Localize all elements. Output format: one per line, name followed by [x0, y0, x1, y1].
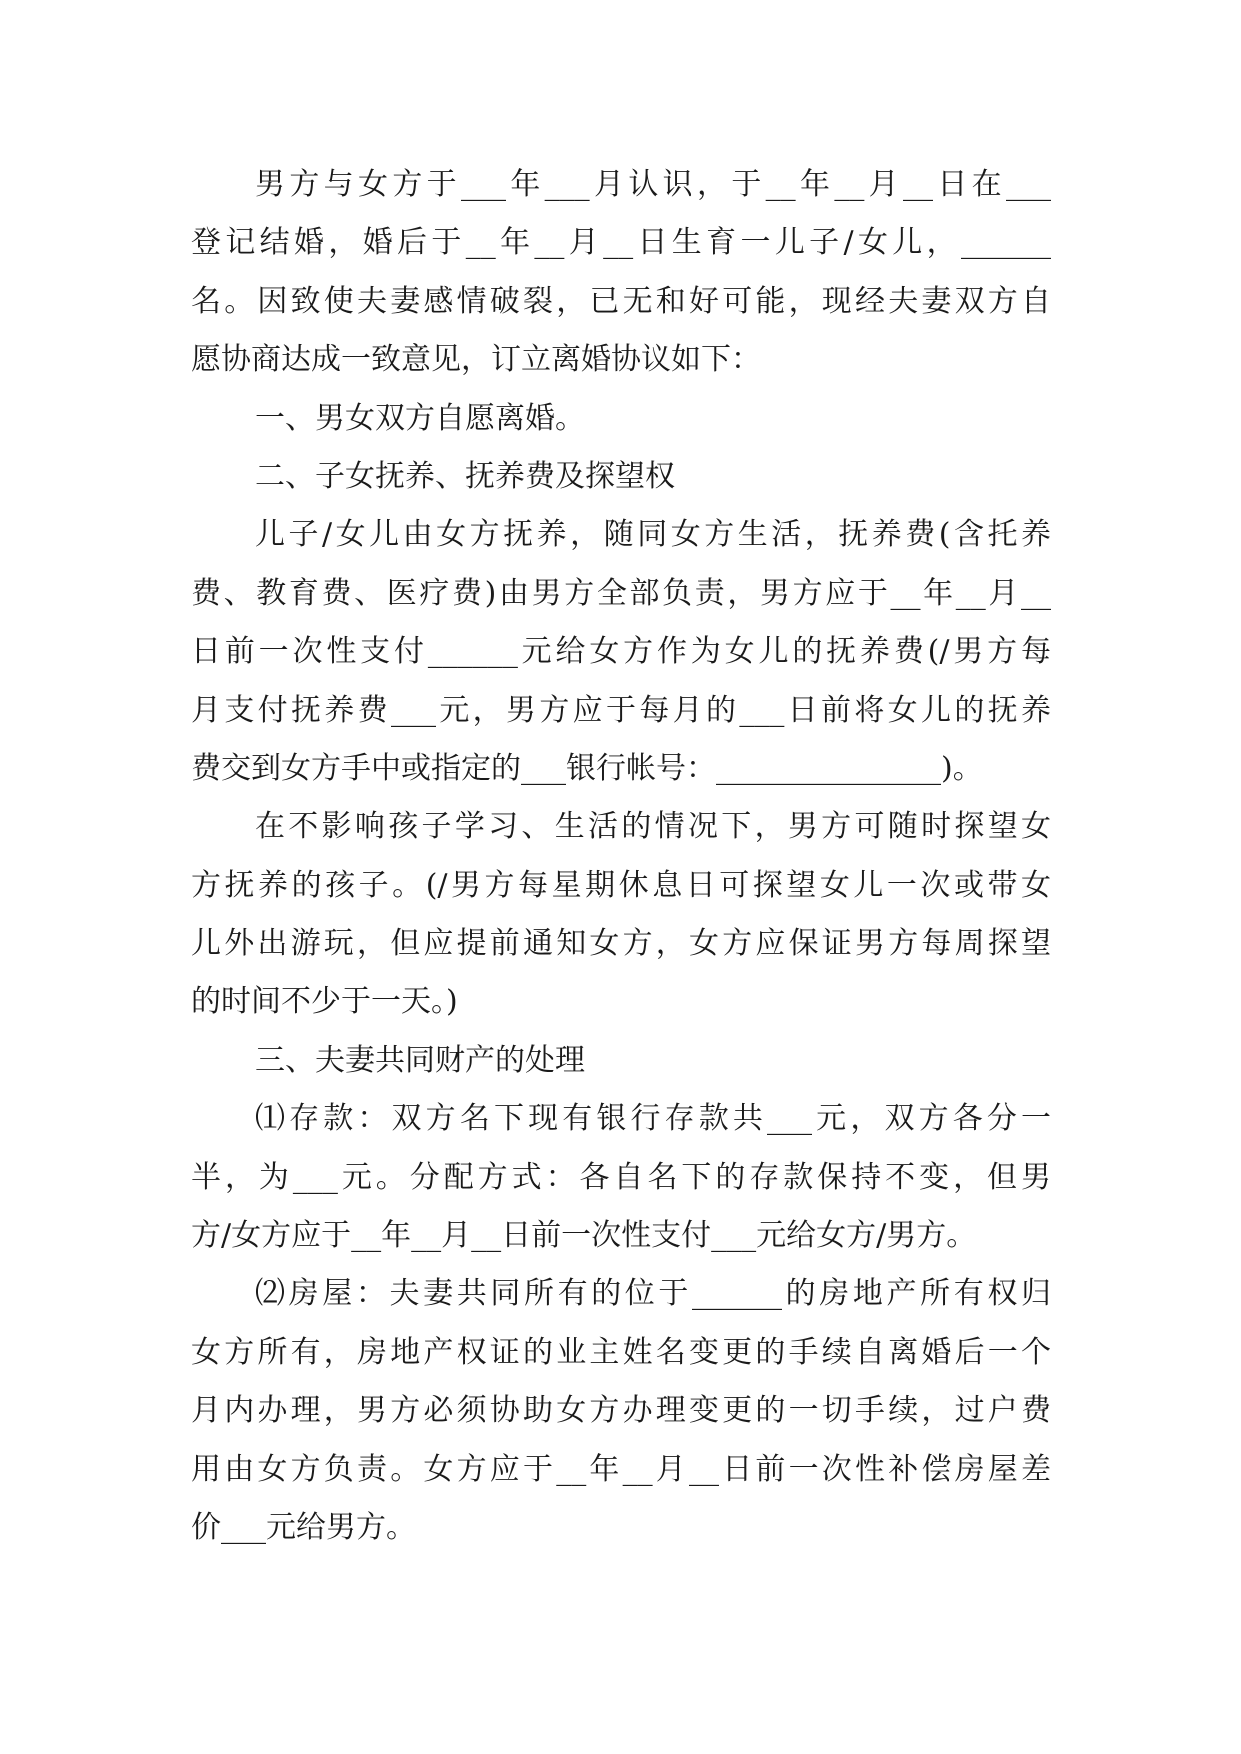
deposit-line-2: 半，为___元。分配方式：各自名下的存款保持不变，但男 [191, 1159, 1051, 1195]
agreement-text [191, 156, 1051, 1557]
clause-1-heading: 一、男女双方自愿离婚。 [255, 400, 585, 436]
custody-line-1: 儿子/女儿由女方抚养，随同女方生活，抚养费(含托养 [255, 517, 1051, 553]
visitation-line-1: 在不影响孩子学习、生活的情况下，男方可随时探望女 [255, 809, 1051, 845]
custody-line-4: 月支付抚养费___元，男方应于每月的___日前将女儿的抚养 [191, 692, 1051, 728]
clause-3-heading: 三、夫妻共同财产的处理 [255, 1042, 585, 1078]
house-line-5: 价___元给男方。 [191, 1509, 416, 1545]
clause-2-heading: 二、子女抚养、抚养费及探望权 [255, 458, 675, 494]
house-line-3: 月内办理，男方必须协助女方办理变更的一切手续，过户费 [191, 1393, 1051, 1429]
custody-line-5: 费交到女方手中或指定的___银行帐号：_______________)。 [191, 750, 983, 786]
visitation-line-4: 的时间不少于一天。) [191, 984, 458, 1020]
custody-line-3: 日前一次性支付______元给女方作为女儿的抚养费(/男方每 [191, 634, 1051, 670]
deposit-line-3: 方/女方应于__年__月__日前一次性支付___元给女方/男方。 [191, 1218, 977, 1254]
paragraph-intro-line-2: 登记结婚，婚后于__年__月__日生育一儿子/女儿，______ [191, 225, 1051, 261]
house-line-1: ⑵房屋：夫妻共同所有的位于______的房地产所有权归 [255, 1276, 1051, 1312]
visitation-line-2: 方抚养的孩子。(/男方每星期休息日可探望女儿一次或带女 [191, 867, 1051, 903]
paragraph-intro-line-3: 名。因致使夫妻感情破裂，已无和好可能，现经夫妻双方自 [191, 283, 1051, 319]
paragraph-intro-line-4: 愿协商达成一致意见，订立离婚协议如下： [191, 342, 761, 378]
custody-line-2: 费、教育费、医疗费)由男方全部负责，男方应于__年__月__ [191, 575, 1051, 611]
house-line-2: 女方所有，房地产权证的业主姓名变更的手续自离婚后一个 [191, 1334, 1051, 1370]
paragraph-intro-line-1: 男方与女方于___年___月认识，于__年__月__日在___ [255, 167, 1051, 202]
visitation-line-3: 儿外出游玩，但应提前通知女方，女方应保证男方每周探望 [191, 926, 1051, 962]
house-line-4: 用由女方负责。女方应于__年__月__日前一次性补偿房屋差 [191, 1451, 1051, 1487]
deposit-line-1: ⑴存款：双方名下现有银行存款共___元，双方各分一 [255, 1101, 1051, 1137]
